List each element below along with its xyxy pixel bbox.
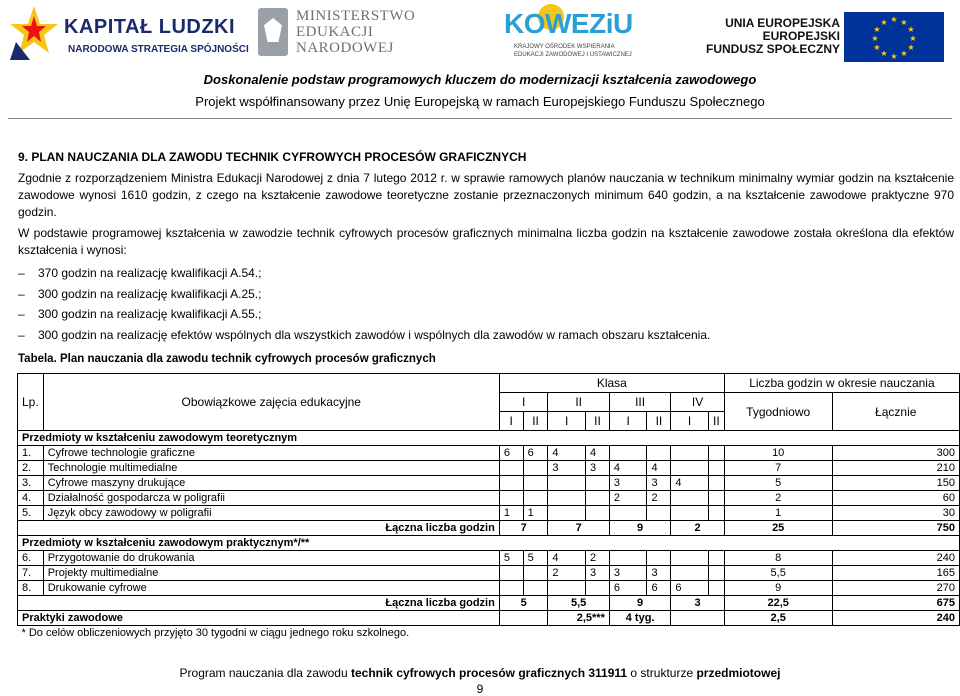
svg-text:★: ★ bbox=[900, 49, 908, 58]
table-sum-row bbox=[18, 521, 960, 536]
table-row bbox=[18, 566, 960, 581]
section-body bbox=[18, 150, 954, 365]
table-cell: 6. bbox=[18, 551, 44, 566]
table-cell: 270 bbox=[832, 581, 959, 596]
table-cell: 6 bbox=[499, 446, 523, 461]
svg-text:★: ★ bbox=[880, 49, 888, 58]
kowezu-sub-2: EDUKACJI ZAWODOWEJ I USTAWICZNEJ bbox=[514, 52, 632, 58]
header-class-2: II bbox=[548, 393, 609, 412]
footer-profession: technik cyfrowych procesów graficznych 311911 bbox=[350, 666, 628, 680]
table-cell: 4 bbox=[548, 446, 586, 461]
table-cell bbox=[548, 506, 586, 521]
table-cell bbox=[671, 506, 709, 521]
table-cell bbox=[647, 551, 671, 566]
table-cell: 2,5*** bbox=[548, 611, 609, 626]
svg-text:★: ★ bbox=[907, 43, 915, 52]
header-class-1: I bbox=[499, 393, 548, 412]
table-cell bbox=[499, 461, 523, 476]
table-cell: 5 bbox=[499, 596, 548, 611]
table-cell: 30 bbox=[832, 506, 959, 521]
table-cell: 6 bbox=[647, 581, 671, 596]
eu-line-3: FUNDUSZ SPOŁECZNY bbox=[705, 42, 840, 56]
table-cell: 3 bbox=[609, 476, 647, 491]
header-sem: II bbox=[586, 412, 610, 431]
table-cell: 25 bbox=[724, 521, 832, 536]
table-cell: Łączna liczba godzin bbox=[18, 596, 500, 611]
table-cell: 7 bbox=[724, 461, 832, 476]
men-line-2: EDUKACJI bbox=[296, 24, 374, 40]
table-cell: 3 bbox=[548, 461, 586, 476]
header-sem: II bbox=[647, 412, 671, 431]
header-logos bbox=[0, 0, 960, 68]
svg-text:★: ★ bbox=[900, 18, 908, 27]
table-cell: Drukowanie cyfrowe bbox=[43, 581, 499, 596]
men-line-3: NARODOWEJ bbox=[296, 40, 394, 56]
table-cell bbox=[671, 491, 709, 506]
header-divider bbox=[8, 118, 952, 119]
svg-text:★: ★ bbox=[890, 15, 898, 24]
table-section-row bbox=[18, 431, 960, 446]
table-cell: 9 bbox=[724, 581, 832, 596]
table-cell: 5 bbox=[724, 476, 832, 491]
table-cell bbox=[708, 476, 724, 491]
table-cell: 6 bbox=[671, 581, 709, 596]
table-cell bbox=[523, 566, 548, 581]
eu-line-2: EUROPEJSKI bbox=[762, 29, 840, 43]
table-cell: 240 bbox=[832, 611, 959, 626]
table-cell bbox=[499, 611, 548, 626]
header-subject: Obowiązkowe zajęcia edukacyjne bbox=[43, 374, 499, 431]
table-cell bbox=[548, 491, 586, 506]
svg-text:★: ★ bbox=[909, 34, 917, 43]
table-cell bbox=[586, 581, 610, 596]
table-cell: Przedmioty w kształceniu zawodowym teoretycznym bbox=[18, 431, 960, 446]
table-row bbox=[18, 491, 960, 506]
table-cell bbox=[523, 491, 548, 506]
header-sem: I bbox=[548, 412, 586, 431]
paragraph-2: W podstawie programowej kształcenia w zawodzie technik cyfrowych procesów graficznych minimalna liczba godzin na kształcenie zawodowe została określona dla efektów kształcenia i wynosi: bbox=[18, 226, 954, 257]
svg-text:★: ★ bbox=[890, 52, 898, 61]
table-section-row bbox=[18, 536, 960, 551]
table-cell: 240 bbox=[832, 551, 959, 566]
table-cell: 2 bbox=[671, 521, 724, 536]
table-cell bbox=[671, 461, 709, 476]
table-row bbox=[18, 581, 960, 596]
table-cell bbox=[523, 476, 548, 491]
table-cell: 7 bbox=[548, 521, 609, 536]
table-cell: 4 bbox=[548, 551, 586, 566]
section-title: 9. PLAN NAUCZANIA DLA ZAWODU TECHNIK CYFROWYCH PROCESÓW GRAFICZNYCH bbox=[18, 150, 527, 164]
table-cell bbox=[548, 476, 586, 491]
header-lp: Lp. bbox=[18, 374, 44, 431]
table-cell: 4 bbox=[586, 446, 610, 461]
table-cell: 2 bbox=[647, 491, 671, 506]
kapital-ludzki-subtitle: NARODOWA STRATEGIA SPÓJNOŚCI bbox=[68, 44, 249, 55]
table-cell bbox=[708, 506, 724, 521]
table-cell: 1 bbox=[499, 506, 523, 521]
table-cell: 3 bbox=[647, 566, 671, 581]
plan-table bbox=[17, 373, 960, 641]
table-cell: 2 bbox=[586, 551, 610, 566]
header-sem: I bbox=[499, 412, 523, 431]
footer-mid: o strukturze bbox=[627, 666, 697, 680]
header-total: Łącznie bbox=[832, 393, 959, 431]
table-cell bbox=[708, 491, 724, 506]
kapital-ludzki-title: KAPITAŁ LUDZKI bbox=[64, 16, 236, 38]
table-cell: Język obcy zawodowy w poligrafii bbox=[43, 506, 499, 521]
table-cell bbox=[671, 566, 709, 581]
table-row bbox=[18, 476, 960, 491]
table-cell bbox=[548, 581, 586, 596]
table-cell bbox=[708, 461, 724, 476]
table-cell bbox=[586, 491, 610, 506]
table-cell: 3 bbox=[586, 461, 610, 476]
table-cell bbox=[609, 506, 647, 521]
table-cell: Praktyki zawodowe bbox=[18, 611, 500, 626]
svg-text:★: ★ bbox=[880, 18, 888, 27]
table-cell bbox=[499, 566, 523, 581]
eagle-emblem-icon bbox=[258, 8, 288, 56]
table-cell: 8. bbox=[18, 581, 44, 596]
header-weekly: Tygodniowo bbox=[724, 393, 832, 431]
table-sum-row bbox=[18, 596, 960, 611]
header-sem: II bbox=[523, 412, 548, 431]
table-cell: 5,5 bbox=[548, 596, 609, 611]
header-sem: II bbox=[708, 412, 724, 431]
table-cell bbox=[647, 446, 671, 461]
table-cell: 4 bbox=[647, 461, 671, 476]
table-praktyki-row bbox=[18, 611, 960, 626]
footer-pre: Program nauczania dla zawodu bbox=[179, 666, 351, 680]
table-cell: 675 bbox=[832, 596, 959, 611]
svg-text:★: ★ bbox=[873, 25, 881, 34]
men-line-1: MINISTERSTWO bbox=[296, 8, 416, 24]
table-cell bbox=[609, 551, 647, 566]
table-cell bbox=[609, 446, 647, 461]
table-cell: Przygotowanie do drukowania bbox=[43, 551, 499, 566]
table-footnote-row bbox=[18, 626, 960, 641]
table-row bbox=[18, 446, 960, 461]
page-number: 9 bbox=[476, 682, 484, 696]
table-cell bbox=[671, 551, 709, 566]
table-caption bbox=[18, 353, 954, 365]
table-cell: 750 bbox=[832, 521, 959, 536]
table-cell: 150 bbox=[832, 476, 959, 491]
table-cell: Projekty multimedialne bbox=[43, 566, 499, 581]
paragraph-1: Zgodnie z rozporządzeniem Ministra Edukacji Narodowej z dnia 7 lutego 2012 r. w sprawie ramowych planów nauczania w technikum minimalny wymiar godzin na kształcenie zawodowe wynosi 1610 godzin, z czego na kształcenie zawodowe teoretyczne zostanie przeznaczonych minimum 640 godzin, a na kształcenie zawodowe praktyczne 970 godzin. bbox=[18, 171, 954, 219]
table-cell: 2 bbox=[548, 566, 586, 581]
table-cell: 3. bbox=[18, 476, 44, 491]
table-cell: 5 bbox=[523, 551, 548, 566]
header-klasa: Klasa bbox=[499, 374, 724, 393]
list-item: – 370 godzin na realizację kwalifikacji A.54.; bbox=[18, 263, 954, 284]
table-cell: 9 bbox=[609, 596, 670, 611]
men-logo bbox=[258, 6, 418, 62]
table-cell: 2. bbox=[18, 461, 44, 476]
svg-text:★: ★ bbox=[871, 34, 879, 43]
table-cell: Cyfrowe maszyny drukujące bbox=[43, 476, 499, 491]
table-cell: 7 bbox=[499, 521, 548, 536]
table-cell bbox=[523, 581, 548, 596]
hours-list bbox=[18, 263, 954, 345]
table-cell bbox=[586, 506, 610, 521]
table-cell: 4 tyg. bbox=[609, 611, 670, 626]
header-subtitle: Projekt współfinansowany przez Unię Europejską w ramach Europejskiego Funduszu Społecznego bbox=[195, 94, 765, 109]
table-cell bbox=[671, 611, 724, 626]
table-cell bbox=[708, 446, 724, 461]
table-cell: 4. bbox=[18, 491, 44, 506]
kapital-ludzki-star-icon bbox=[6, 2, 60, 62]
kowezu-name: KOWEZiU bbox=[504, 8, 633, 39]
kapital-ludzki-logo bbox=[6, 2, 249, 64]
list-item: – 300 godzin na realizację kwalifikacji A.55.; bbox=[18, 304, 954, 325]
table-cell: 6 bbox=[523, 446, 548, 461]
table-cell bbox=[708, 581, 724, 596]
table-row bbox=[18, 461, 960, 476]
table-cell bbox=[647, 506, 671, 521]
table-cell: 22,5 bbox=[724, 596, 832, 611]
table-cell bbox=[499, 491, 523, 506]
page-footer bbox=[0, 666, 960, 680]
header-sem: I bbox=[609, 412, 647, 431]
eu-line-1: UNIA EUROPEJSKA bbox=[725, 16, 840, 30]
table-cell: 2 bbox=[724, 491, 832, 506]
table-cell: 3 bbox=[671, 596, 724, 611]
header-hours: Liczba godzin w okresie nauczania bbox=[724, 374, 959, 393]
table-cell bbox=[708, 551, 724, 566]
footer-structure: przedmiotowej bbox=[696, 666, 781, 680]
list-item: – 300 godzin na realizację kwalifikacji A.25.; bbox=[18, 284, 954, 305]
table-cell: 5. bbox=[18, 506, 44, 521]
table-cell: 3 bbox=[609, 566, 647, 581]
eu-flag-icon bbox=[844, 12, 944, 62]
svg-text:★: ★ bbox=[873, 43, 881, 52]
table-cell: 7. bbox=[18, 566, 44, 581]
table-cell: 4 bbox=[609, 461, 647, 476]
header-class-4: IV bbox=[671, 393, 724, 412]
list-item: – 300 godzin na realizację efektów wspólnych dla wszystkich zawodów i wspólnych dla zawodów w ramach obszaru kształcenia. bbox=[18, 325, 954, 346]
header-sem: I bbox=[671, 412, 709, 431]
table-cell: 210 bbox=[832, 461, 959, 476]
header-class-3: III bbox=[609, 393, 670, 412]
table-caption-text: Plan nauczania dla zawodu technik cyfrowych procesów graficznych bbox=[56, 353, 436, 365]
table-cell: 5,5 bbox=[724, 566, 832, 581]
table-cell: 8 bbox=[724, 551, 832, 566]
eu-logo bbox=[705, 12, 952, 62]
table-cell: Technologie multimedialne bbox=[43, 461, 499, 476]
table-row bbox=[18, 506, 960, 521]
table-cell: 9 bbox=[609, 521, 670, 536]
table-cell bbox=[499, 581, 523, 596]
table-cell: Cyfrowe technologie graficzne bbox=[43, 446, 499, 461]
table-cell: 2,5 bbox=[724, 611, 832, 626]
table-cell bbox=[671, 446, 709, 461]
table-cell: Przedmioty w kształceniu zawodowym praktycznym*/** bbox=[18, 536, 960, 551]
table-cell bbox=[586, 476, 610, 491]
table-cell: Łączna liczba godzin bbox=[18, 521, 500, 536]
svg-text:★: ★ bbox=[907, 25, 915, 34]
table-cell: 3 bbox=[586, 566, 610, 581]
table-cell: 5 bbox=[499, 551, 523, 566]
table-row bbox=[18, 551, 960, 566]
table-caption-label: Tabela. bbox=[18, 353, 57, 365]
table-cell: Działalność gospodarcza w poligrafii bbox=[43, 491, 499, 506]
table-cell: 6 bbox=[609, 581, 647, 596]
table-cell: 165 bbox=[832, 566, 959, 581]
table-cell: 1 bbox=[724, 506, 832, 521]
kowezu-sub-1: KRAJOWY OŚRODEK WSPIERANIA bbox=[514, 44, 615, 50]
table-cell: 3 bbox=[647, 476, 671, 491]
table-cell: 300 bbox=[832, 446, 959, 461]
table-cell: 2 bbox=[609, 491, 647, 506]
table-cell: 4 bbox=[671, 476, 709, 491]
table-cell: 1. bbox=[18, 446, 44, 461]
table-cell bbox=[499, 476, 523, 491]
table-cell bbox=[708, 566, 724, 581]
kowezu-logo bbox=[500, 4, 650, 64]
header-title: Doskonalenie podstaw programowych kluczem do modernizacji kształcenia zawodowego bbox=[203, 72, 757, 87]
table-cell: 60 bbox=[832, 491, 959, 506]
table-cell: * Do celów obliczeniowych przyjęto 30 tygodni w ciągu jednego roku szkolnego. bbox=[21, 627, 410, 640]
table-cell bbox=[523, 461, 548, 476]
table-cell: 1 bbox=[523, 506, 548, 521]
table-cell: 10 bbox=[724, 446, 832, 461]
